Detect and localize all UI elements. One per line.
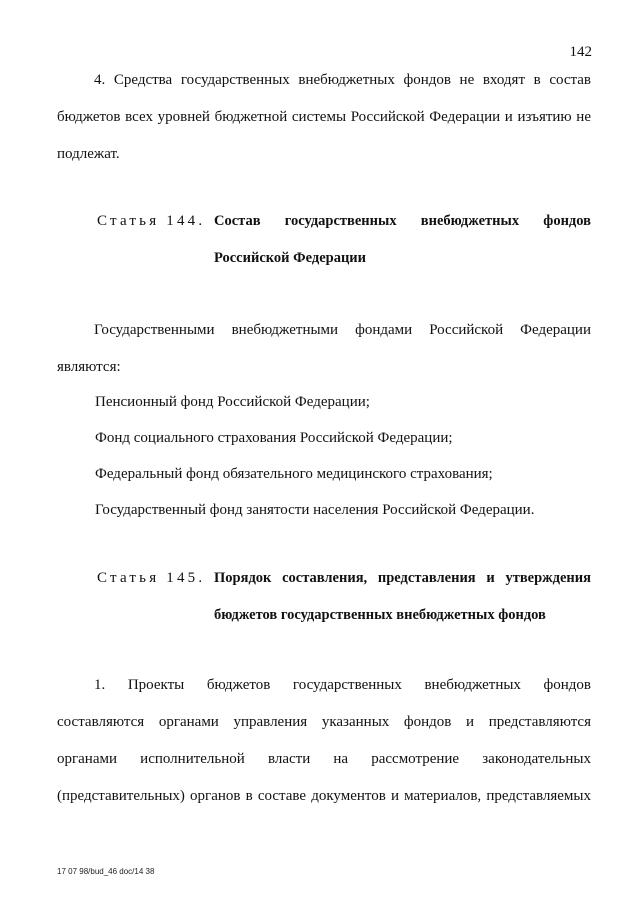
- paragraph-line: составляются органами управления указанных фондов и представляются: [57, 714, 591, 730]
- funds-list: [95, 384, 595, 528]
- article-label: Статья 144.: [97, 213, 206, 229]
- paragraph-line: бюджетов всех уровней бюджетной системы Российской Федерации и изъятию не: [57, 109, 591, 125]
- list-item: Государственный фонд занятости населения Российской Федерации.: [95, 502, 535, 518]
- paragraph-line: органами исполнительной власти на рассмотрение законодательных: [57, 751, 591, 767]
- paragraph-line: 1. Проекты бюджетов государственных внебюджетных фондов: [94, 677, 591, 693]
- page-number: 142: [569, 44, 592, 60]
- document-footer: 17 07 98/bud_46 doc/14 38: [57, 867, 155, 876]
- article-145-paragraph-1: [57, 667, 591, 815]
- article-title: [214, 203, 591, 277]
- list-item: Федеральный фонд обязательного медицинского страхования;: [95, 466, 493, 482]
- article-title-line: Состав государственных внебюджетных фондов: [214, 213, 591, 229]
- article-title: [214, 560, 591, 634]
- list-item: Пенсионный фонд Российской Федерации;: [95, 394, 370, 410]
- list-item: Фонд социального страхования Российской Федерации;: [95, 430, 453, 446]
- paragraph-4: [57, 62, 591, 173]
- paragraph-line: 4. Средства государственных внебюджетных фондов не входят в состав: [94, 72, 591, 88]
- paragraph-line: являются:: [57, 359, 121, 375]
- paragraph-line: Государственными внебюджетными фондами Российской Федерации: [94, 322, 591, 338]
- article-title-line: Российской Федерации: [214, 250, 367, 266]
- article-label: Статья 145.: [97, 570, 206, 586]
- article-title-line: бюджетов государственных внебюджетных фондов: [214, 607, 546, 623]
- article-144-intro: [57, 312, 591, 386]
- paragraph-line: (представительных) органов в составе документов и материалов, представляемых: [57, 788, 591, 804]
- paragraph-line: подлежат.: [57, 146, 120, 162]
- article-title-line: Порядок составления, представления и утверждения: [214, 570, 591, 586]
